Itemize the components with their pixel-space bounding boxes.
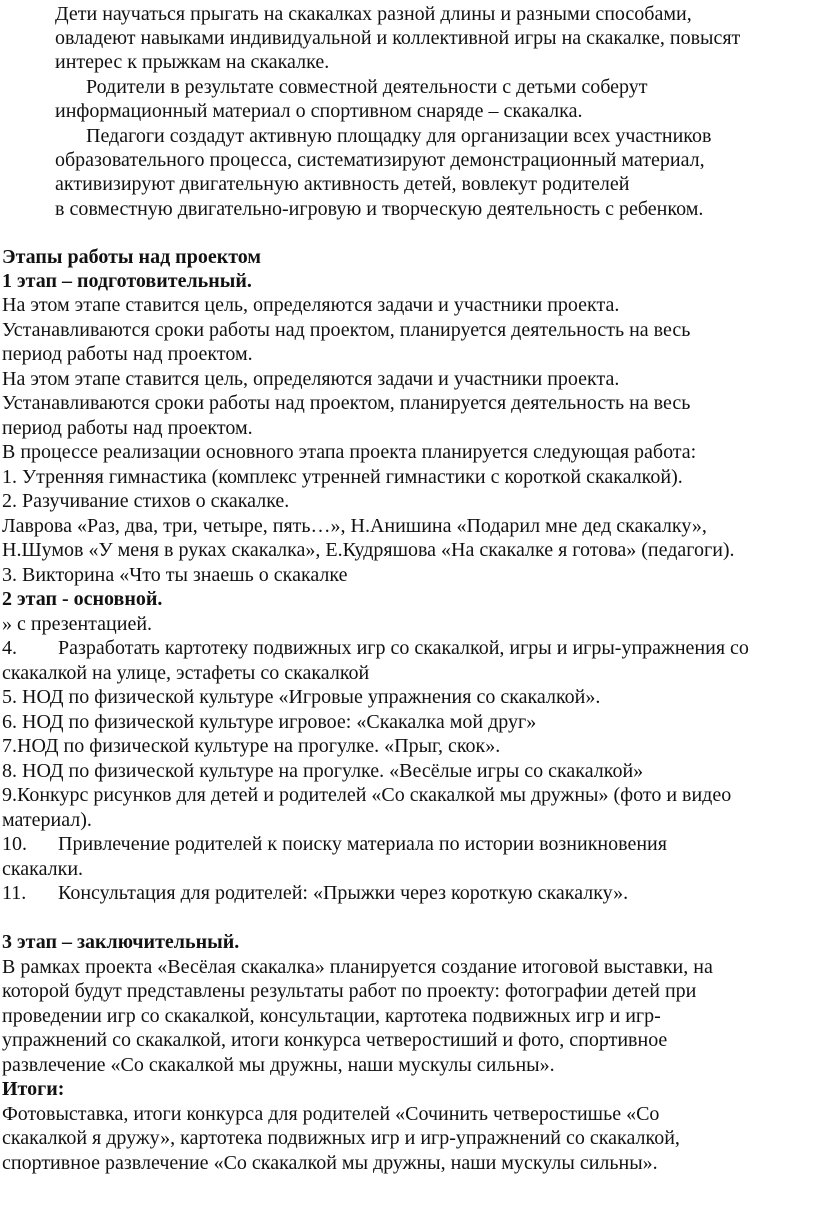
intro-line: Дети научаться прыгать на скакалках разной длины и разными способами, [55,3,692,25]
stage1-line: период работы над проектом. [2,417,253,439]
stage1-line: 3. Викторина «Что ты знаешь о скакалке [2,564,348,586]
item-number: 10. [2,833,27,855]
results-line: Фотовыставка, итоги конкурса для родителей «Сочинить четверостишье «Со [2,1103,660,1125]
stage3-line: упражнений со скакалкой, итоги конкурса четверостиший и фото, спортивное [2,1029,668,1051]
stage3-line: В рамках проекта «Весёлая скакалка» планируется создание итоговой выставки, на [2,956,713,978]
stage3-line: которой будут представлены результаты работ по проекту: фотографии детей при [2,980,697,1002]
intro-line: активизируют двигательную активность детей, вовлекут родителей [55,173,630,195]
stage1-line: 1. Утренняя гимнастика (комплекс утренней гимнастики с короткой скакалкой). [2,466,683,488]
stage1-line: Устанавливаются сроки работы над проектом, планируется деятельность на весь [2,392,691,414]
stage2-line: 8. НОД по физической культуре на прогулке. «Весёлые игры со скакалкой» [2,760,644,782]
intro-line: овладеют навыками индивидуальной и коллективной игры на скакалке, повысят [55,27,741,49]
stage2-item-10 [2,832,667,856]
stage2-line: 7.НОД по физической культуре на прогулке. «Прыг, скок». [2,735,501,757]
results-line: спортивное развлечение «Со скакалкой мы дружны, наши мускулы сильны». [2,1152,658,1174]
stage1-line: Лаврова «Раз, два, три, четыре, пять…», Н.Анишина «Подарил мне дед скакалку», [2,515,707,537]
stage2-line: 5. НОД по физической культуре «Игровые упражнения со скакалкой». [2,686,601,708]
item-text: Привлечение родителей к поиску материала по истории возникновения [58,833,667,855]
stage3-heading: 3 этап – заключительный. [2,931,240,953]
stage2-item-11 [2,881,628,905]
intro-line: образовательного процесса, систематизируют демонстрационный материал, [55,149,705,171]
intro-line: интерес к прыжкам на скакалке. [55,51,330,73]
item-number: 11. [2,882,27,904]
item-number: 4. [2,637,17,659]
intro-line: Родители в результате совместной деятельности с детьми соберут [86,76,648,98]
item-text: Консультация для родителей: «Прыжки через короткую скакалку». [58,882,629,904]
intro-line: информационный материал о спортивном снаряде – скакалка. [55,100,583,122]
stage1-line: период работы над проектом. [2,343,253,365]
results-line: скакалкой я дружу», картотека подвижных игр и игр-упражнений со скакалкой, [2,1127,680,1149]
stage1-line: В процессе реализации основного этапа проекта планируется следующая работа: [2,441,697,463]
stage1-line: На этом этапе ставится цель, определяются задачи и участники проекта. [2,368,620,390]
stage2-item-4 [2,636,749,660]
stages-heading: Этапы работы над проектом [2,246,262,268]
stage2-line: » с презентацией. [2,613,153,635]
stage3-line: проведении игр со скакалкой, консультации, картотека подвижных игр и игр- [2,1005,661,1027]
intro-line: Педагоги создадут активную площадку для организации всех участников [86,125,712,147]
stage2-line: 9.Конкурс рисунков для детей и родителей «Со скакалкой мы дружны» (фото и видео [2,784,732,806]
item-text: Разработать картотеку подвижных игр со скакалкой, игры и игры-упражнения со [58,637,749,659]
stage1-line: 2. Разучивание стихов о скакалке. [2,490,290,512]
results-heading: Итоги: [2,1078,65,1100]
stage3-line: развлечение «Со скакалкой мы дружны, наши мускулы сильны». [2,1054,555,1076]
stage1-line: На этом этапе ставится цель, определяются задачи и участники проекта. [2,294,620,316]
stage1-line: Н.Шумов «У меня в руках скакалка», Е.Кудряшова «На скакалке я готова» (педагоги). [2,539,735,561]
stage2-line: 6. НОД по физической культуре игровое: «Скакалка мой друг» [2,711,537,733]
stage1-line: Устанавливаются сроки работы над проектом, планируется деятельность на весь [2,319,691,341]
stage2-line: скакалки. [2,858,84,880]
stage2-line: скакалкой на улице, эстафеты со скакалкой [2,662,370,684]
intro-line: в совместную двигательно-игровую и творческую деятельность с ребенком. [55,198,704,220]
stage2-heading: 2 этап - основной. [2,588,163,610]
stage2-line: материал). [2,809,92,831]
stage1-heading: 1 этап – подготовительный. [2,270,252,292]
